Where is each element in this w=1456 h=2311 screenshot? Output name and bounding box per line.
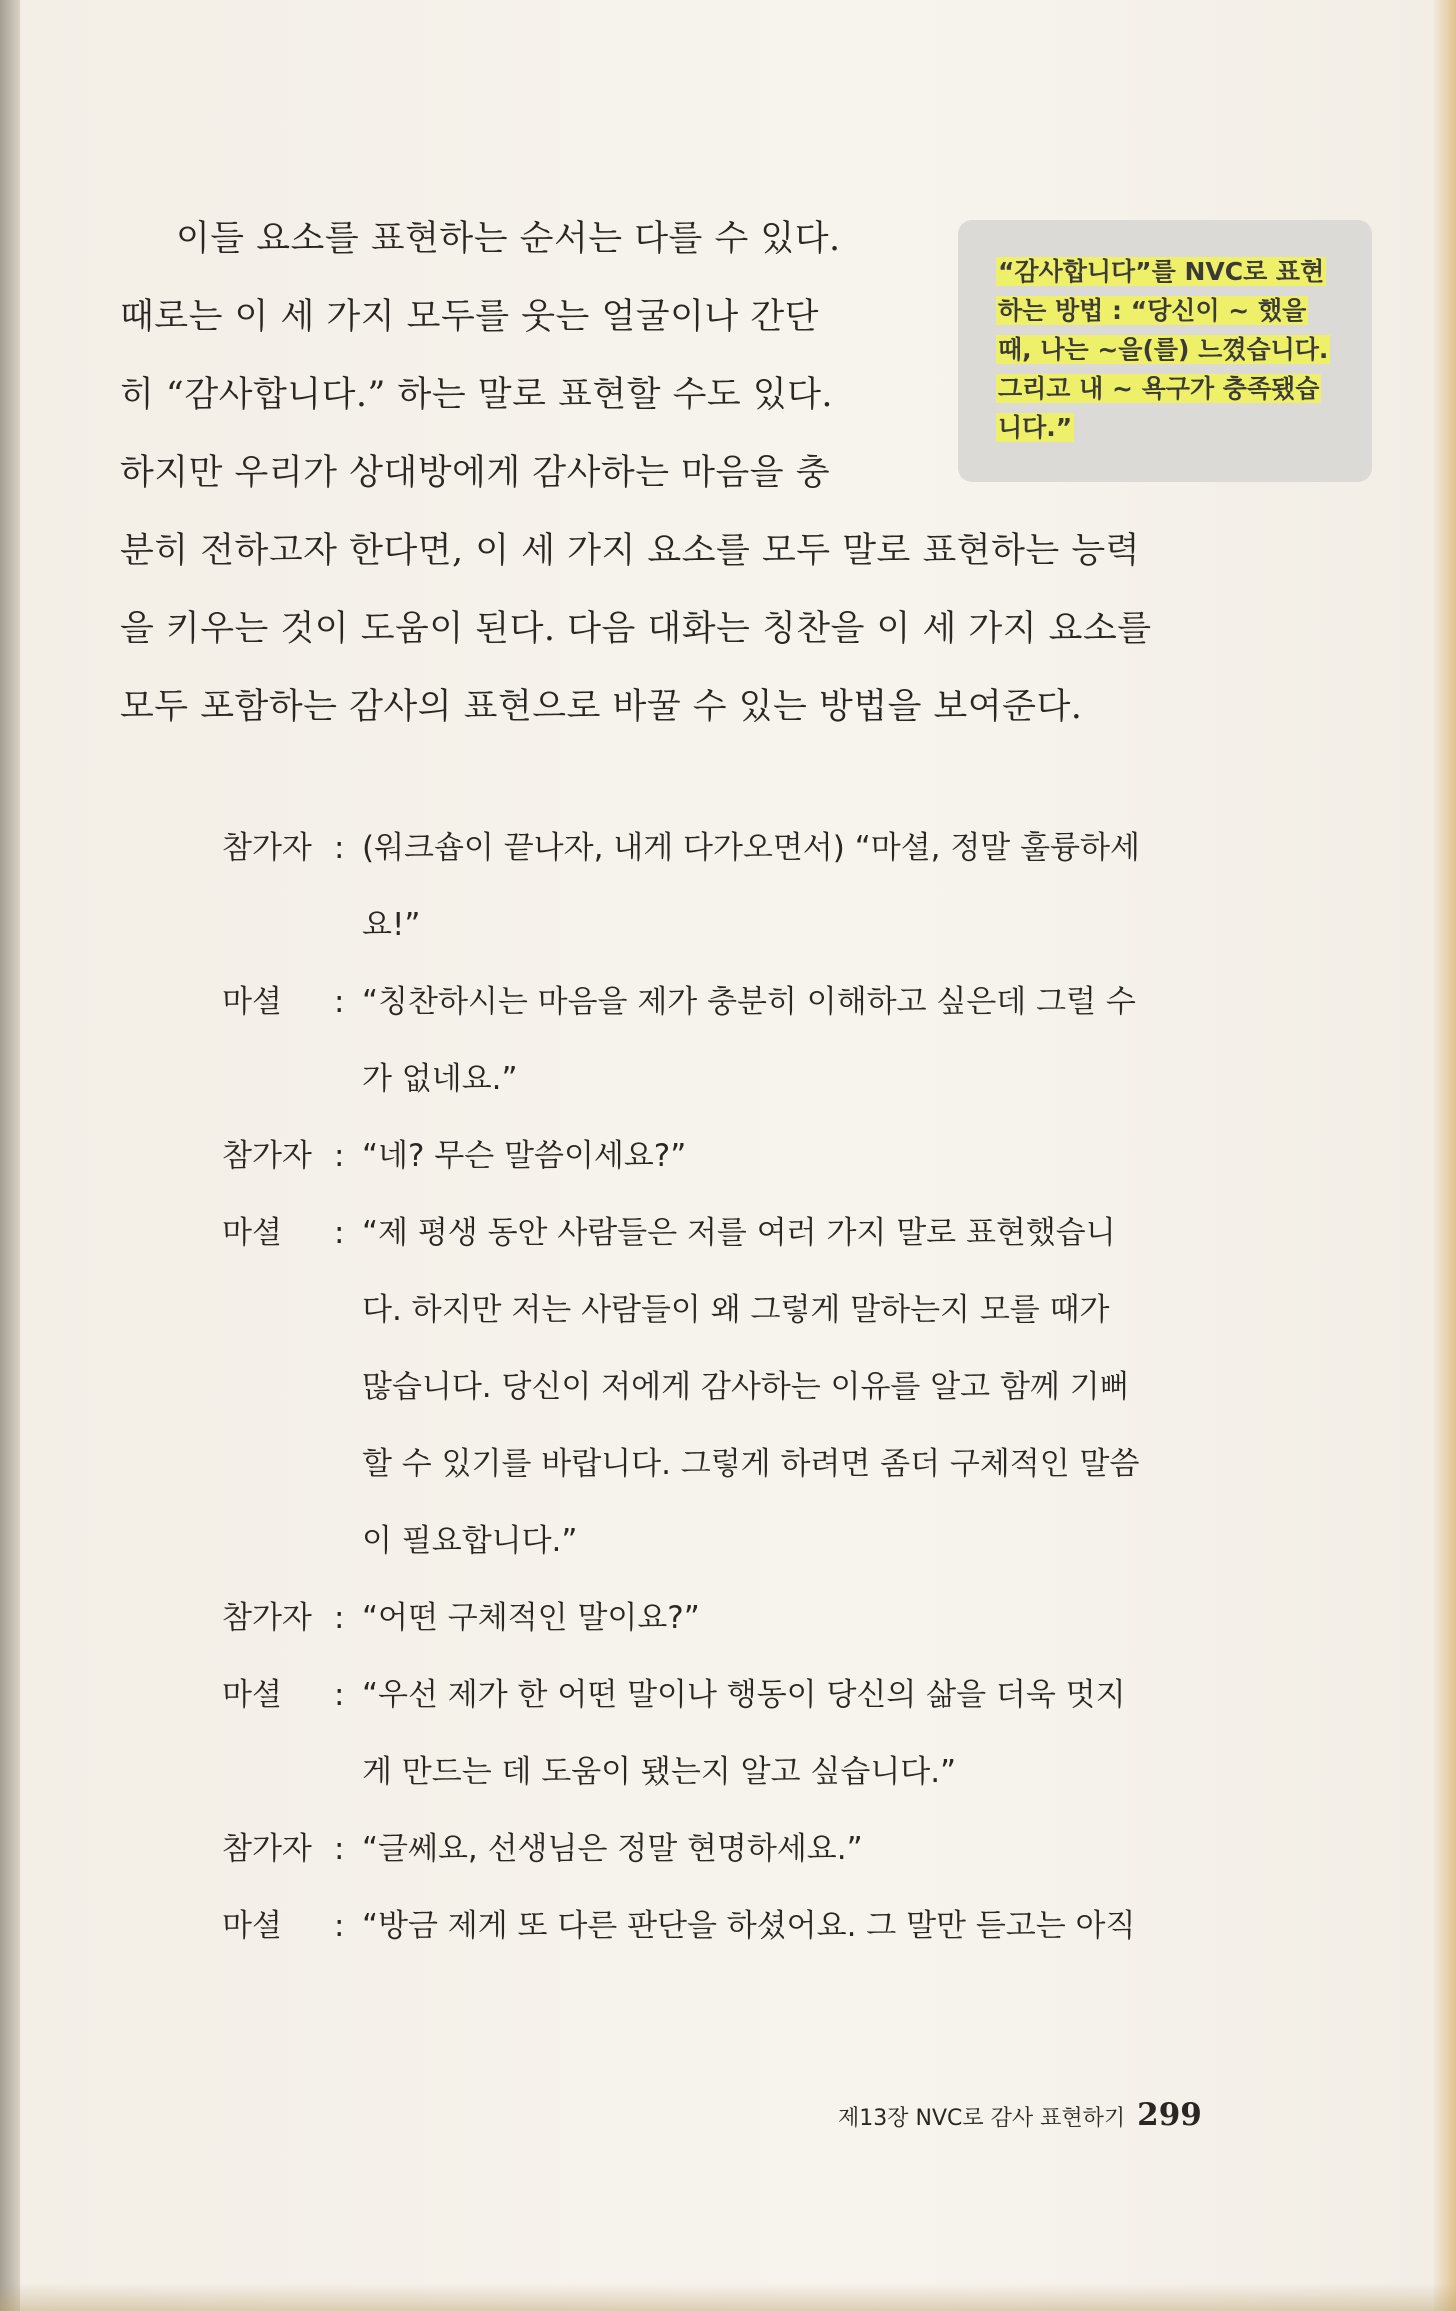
speaker-colon: : — [334, 830, 345, 866]
utterance-line: “어떤 구체적인 말이요?” — [362, 1600, 700, 1636]
utterance-line: “방금 제게 또 다른 판단을 하셨어요. 그 말만 듣고는 아직 — [362, 1908, 1136, 1944]
page-edge-right — [1434, 0, 1456, 2311]
page-number: 299 — [1137, 2097, 1202, 2133]
paragraph-line: 이들 요소를 표현하는 순서는 다를 수 있다. — [176, 219, 841, 259]
utterance — [362, 1580, 1202, 1657]
speaker-name: 참가자 — [222, 1600, 312, 1636]
utterance-line: “네? 무슨 말씀이세요?” — [362, 1138, 687, 1174]
speaker-name: 마셜 — [222, 1215, 282, 1251]
highlighted-text: “감사합니다”를 NVC로 표현 — [998, 257, 1325, 286]
utterance-line: 많습니다. 당신이 저에게 감사하는 이유를 알고 함께 기뻐 — [362, 1369, 1130, 1405]
utterance — [362, 810, 1202, 964]
chapter-title: 제13장 NVC로 감사 표현하기 — [838, 2106, 1126, 2131]
page-edge-left — [0, 0, 20, 2311]
utterance — [362, 1811, 1202, 1888]
utterance-line: “글쎄요, 선생님은 정말 현명하세요.” — [362, 1831, 863, 1867]
speaker-colon: : — [334, 1138, 345, 1174]
speaker-name: 참가자 — [222, 1831, 312, 1867]
sidebar-line — [996, 252, 1350, 291]
dialogue — [222, 810, 1202, 1965]
speaker-colon: : — [334, 1215, 345, 1251]
dialogue-turn — [222, 1118, 1202, 1195]
speaker-colon: : — [334, 1677, 345, 1713]
dialogue-turn — [222, 1811, 1202, 1888]
page-bottom-shadow — [0, 2283, 1456, 2311]
sidebar-line — [996, 408, 1350, 447]
speaker-colon: : — [334, 1600, 345, 1636]
speaker-name: 마셜 — [222, 984, 282, 1020]
dialogue-turn — [222, 1888, 1202, 1965]
utterance-line: 다. 하지만 저는 사람들이 왜 그렇게 말하는지 모를 때가 — [362, 1292, 1110, 1328]
speaker-name: 참가자 — [222, 830, 312, 866]
sidebar-note — [958, 220, 1372, 482]
speaker-name: 참가자 — [222, 1138, 312, 1174]
highlighted-text: 니다.” — [998, 413, 1073, 442]
utterance-line: “우선 제가 한 어떤 말이나 행동이 당신의 삶을 더욱 멋지 — [362, 1677, 1126, 1713]
utterance-line: 게 만드는 데 도움이 됐는지 알고 싶습니다.” — [362, 1754, 957, 1790]
utterance-line: 가 없네요.” — [362, 1061, 518, 1097]
dialogue-turn — [222, 1657, 1202, 1811]
sidebar-line — [996, 369, 1350, 408]
paragraph-line: 을 키우는 것이 도움이 된다. 다음 대화는 칭찬을 이 세 가지 요소를 — [120, 609, 1152, 649]
dialogue-turn — [222, 1580, 1202, 1657]
paragraph-line: 때로는 이 세 가지 모두를 웃는 얼굴이나 간단 — [120, 297, 819, 337]
utterance-line: 요!” — [362, 907, 421, 943]
dialogue-turn — [222, 810, 1202, 964]
speaker-name: 마셜 — [222, 1908, 282, 1944]
paragraph-line: 분히 전하고자 한다면, 이 세 가지 요소를 모두 말로 표현하는 능력 — [120, 531, 1140, 571]
speaker-colon: : — [334, 1831, 345, 1867]
utterance — [362, 1657, 1202, 1811]
highlighted-text: 그리고 내 ~ 욕구가 충족됐습 — [998, 374, 1320, 403]
utterance-line: (워크숍이 끝나자, 내게 다가오면서) “마셜, 정말 훌륭하세 — [362, 830, 1140, 866]
paragraph-line: 모두 포함하는 감사의 표현으로 바꿀 수 있는 방법을 보여준다. — [120, 687, 1083, 727]
utterance — [362, 964, 1202, 1118]
paragraph-line: 히 “감사합니다.” 하는 말로 표현할 수도 있다. — [120, 375, 834, 415]
utterance-line: 할 수 있기를 바랍니다. 그렇게 하려면 좀더 구체적인 말씀 — [362, 1446, 1140, 1482]
highlighted-text: 하는 방법 : “당신이 ~ 했을 — [998, 296, 1307, 325]
dialogue-turn — [222, 1195, 1202, 1580]
sidebar-line — [996, 291, 1350, 330]
highlighted-text: 때, 나는 ~을(를) 느꼈습니다. — [998, 335, 1329, 364]
paragraph-line: 하지만 우리가 상대방에게 감사하는 마음을 충 — [120, 453, 831, 493]
speaker-colon: : — [334, 1908, 345, 1944]
sidebar-line — [996, 330, 1350, 369]
dialogue-turn — [222, 964, 1202, 1118]
utterance — [362, 1118, 1202, 1195]
speaker-name: 마셜 — [222, 1677, 282, 1713]
page-footer — [838, 2097, 1202, 2133]
utterance-line: “제 평생 동안 사람들은 저를 여러 가지 말로 표현했습니 — [362, 1215, 1116, 1251]
speaker-colon: : — [334, 984, 345, 1020]
utterance — [362, 1195, 1202, 1580]
utterance — [362, 1888, 1202, 1965]
utterance-line: 이 필요합니다.” — [362, 1523, 578, 1559]
utterance-line: “칭찬하시는 마음을 제가 충분히 이해하고 싶은데 그럴 수 — [362, 984, 1136, 1020]
